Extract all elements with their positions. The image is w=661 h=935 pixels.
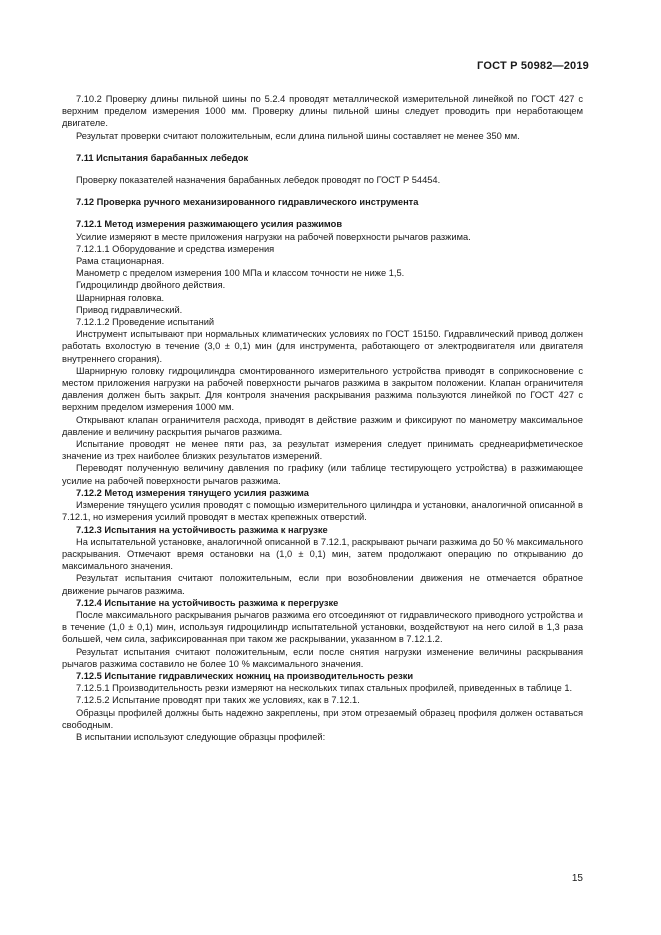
paragraph: Испытание проводят не менее пяти раз, за результат измерения следует принимать среднеарифметическое значение из трех наиболее близких результатов измерений.: [62, 439, 583, 462]
paragraph: Переводят полученную величину давления по графику (или таблице тестирующего устройства) в разжимающее усилие на рабочей поверхности рычагов разжима.: [62, 463, 583, 486]
paragraph: Измерение тянущего усилия проводят с помощью измерительного цилиндра и установки, аналогичной описанной в 7.12.1, но измерения усилий проводят в местах крепежных отверстий.: [62, 500, 583, 523]
paragraph: Образцы профилей должны быть надежно закреплены, при этом отрезаемый образец профиля должен оставаться свободным.: [62, 707, 583, 730]
paragraph: Шарнирную головку гидроцилиндра смонтированного измерительного устройства приводят в соприкосновение с местом приложения нагрузки на рабочей поверхности рычагов разжима в закрытом положении. Клапан ограничителя давления должен быть закрыт. Для контроля значения раскрывания разжима пользуются линейкой по ГОСТ 427 с верхним пределом измерения 1000 мм.: [62, 365, 583, 413]
section-heading: 7.12.4 Испытание на устойчивость разжима к перегрузке: [76, 597, 339, 608]
paragraph: В испытании используют следующие образцы профилей:: [76, 731, 326, 742]
section-heading: 7.11 Испытания барабанных лебедок: [76, 152, 249, 163]
section-heading: 7.12 Проверка ручного механизированного гидравлического инструмента: [76, 197, 419, 208]
section-heading: 7.12.5 Испытание гидравлических ножниц на производительность резки: [76, 670, 414, 681]
paragraph: 7.12.5.1 Производительность резки измеряют на нескольких типах стальных профилей, приведенных в таблице 1.: [76, 683, 573, 694]
paragraph: 7.12.5.2 Испытание проводят при таких же условиях, как в 7.12.1.: [76, 695, 360, 706]
paragraph: На испытательной установке, аналогичной описанной в 7.12.1, раскрывают рычаги разжима до 50 % максимального раскрывания. Отмечают время остановки на (1,0 ± 0,1) мин, затем продолжают операцию по открыванию до максимального значения.: [62, 536, 583, 572]
paragraph: Гидроцилиндр двойного действия.: [76, 280, 226, 291]
section-heading: 7.12.1 Метод измерения разжимающего усилия разжимов: [76, 219, 343, 230]
paragraph: Шарнирная головка.: [76, 292, 165, 303]
document-body: [62, 93, 583, 743]
spacer: [62, 164, 583, 174]
paragraph: Проверку показателей назначения барабанных лебедок проводят по ГОСТ Р 54454.: [76, 175, 441, 186]
paragraph: Усилие измеряют в месте приложения нагрузки на рабочей поверхности рычагов разжима.: [76, 231, 471, 242]
spacer: [62, 186, 583, 196]
paragraph: 7.12.1.2 Проведение испытаний: [76, 317, 215, 328]
paragraph: Манометр с пределом измерения 100 МПа и классом точности не ниже 1,5.: [76, 268, 405, 279]
paragraph: Открывают клапан ограничителя расхода, приводят в действие разжим и фиксируют по манометру максимальное давление и величину раскрытия рычагов разжима.: [62, 414, 583, 437]
section-heading: 7.12.3 Испытания на устойчивость разжима к нагрузке: [76, 524, 328, 535]
paragraph: Привод гидравлический.: [76, 304, 183, 315]
paragraph: Результат проверки считают положительным, если длина пильной шины составляет не менее 350 мм.: [76, 130, 520, 141]
paragraph: 7.10.2 Проверку длины пильной шины по 5.2.4 проводят металлической измерительной линейкой по ГОСТ 427 с верхним пределом измерения 1000 мм. Проверку длины пильной шины следует проводить при неработающем двигателе.: [62, 94, 583, 129]
standard-header: ГОСТ Р 50982—2019: [477, 60, 589, 72]
paragraph: После максимального раскрывания рычагов разжима его отсоединяют от гидравлического приводного устройства и в течение (1,0 ± 0,1) мин, используя гидроцилиндр испытательной установки, воздействуют на него силой в 1,3 раза большей, чем сила, зафиксированная при таком же раскрывании, указанном в 7.12.1.2.: [62, 609, 583, 645]
paragraph: Инструмент испытывают при нормальных климатических условиях по ГОСТ 15150. Гидравлический привод должен работать вхолостую в течение (3,0 ± 0,1) мин (для инструмента, работающего от электродвигателя или двигателя внутреннего сгорания).: [62, 329, 583, 364]
spacer: [62, 208, 583, 218]
paragraph: 7.12.1.1 Оборудование и средства измерения: [76, 243, 275, 254]
page-number: 15: [571, 873, 583, 884]
paragraph: Результат испытания считают положительным, если при возобновлении движения не отмечается обратное движение рычагов разжима.: [62, 573, 583, 596]
section-heading: 7.12.2 Метод измерения тянущего усилия разжима: [76, 487, 309, 498]
paragraph: Рама стационарная.: [76, 256, 165, 267]
paragraph: Результат испытания считают положительным, если после снятия нагрузки изменение величины раскрывания рычагов разжима составило не более 10 % максимального значения.: [62, 646, 583, 669]
spacer: [62, 142, 583, 152]
